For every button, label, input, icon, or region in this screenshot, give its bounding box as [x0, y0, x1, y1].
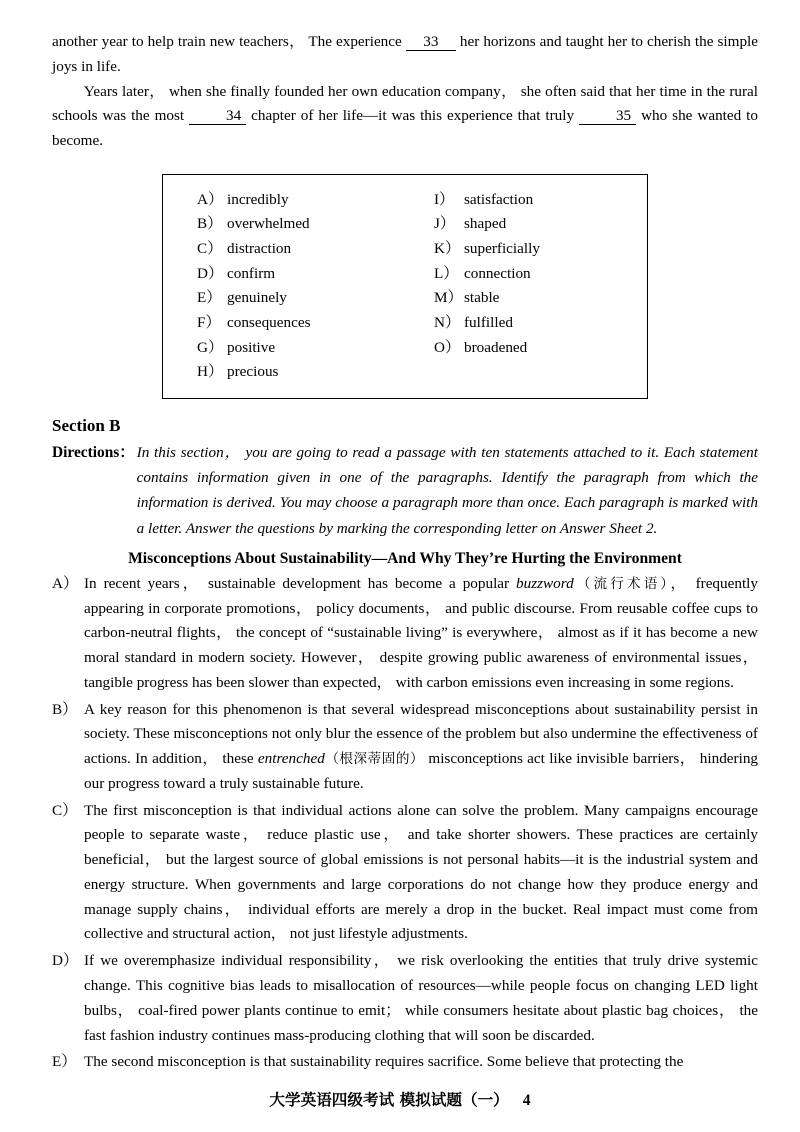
cloze-p2-comma2: ，: [500, 82, 517, 100]
option-word: incredibly: [227, 190, 289, 208]
paragraph-label: E）: [52, 1053, 77, 1071]
paragraph-a: [52, 572, 758, 696]
passage-title: Misconceptions About Sustainability—And Why They’re Hurting the Environment: [128, 549, 682, 567]
para-b-gloss-1: （根深蒂固的）: [324, 751, 425, 768]
option-word: satisfaction: [464, 190, 534, 208]
word-bank-option-j[interactable]: [434, 212, 647, 237]
page-footer: [0, 1088, 800, 1110]
option-word: consequences: [227, 313, 311, 331]
word-bank-option-b[interactable]: [197, 212, 410, 237]
cloze-p2-comma1: ，: [148, 82, 165, 100]
word-bank-option-h[interactable]: [197, 360, 410, 385]
paragraph-e: [52, 1050, 758, 1075]
option-letter: E）: [197, 289, 222, 307]
option-word: broadened: [464, 338, 528, 356]
page-content: [52, 30, 758, 1077]
word-bank-option-g[interactable]: [197, 336, 410, 361]
word-bank-option-n[interactable]: [434, 311, 647, 336]
paragraph-label: D）: [52, 952, 79, 970]
option-letter: J）: [434, 215, 456, 233]
cloze-p2-d: chapter of her life—it was this experience that truly: [246, 107, 580, 125]
cloze-p2-e: who she wanted to become.: [52, 107, 758, 150]
option-letter: K）: [434, 240, 461, 258]
paragraph-label: C）: [52, 801, 78, 819]
word-bank-right-column: [410, 188, 647, 385]
word-bank-option-e[interactable]: [197, 286, 410, 311]
word-bank-option-k[interactable]: [434, 237, 647, 262]
option-letter: I）: [434, 190, 455, 208]
footer-exam-title: 大学英语四级考试 模拟试题（一）: [269, 1091, 509, 1109]
option-letter: G）: [197, 338, 224, 356]
para-a-italic-1: buzzword: [516, 574, 574, 592]
paragraph-label: B）: [52, 700, 78, 718]
option-letter: B）: [197, 215, 223, 233]
blank-35[interactable]: 35: [579, 108, 636, 125]
word-bank-left-column: [163, 188, 410, 385]
blank-33[interactable]: 33: [406, 34, 456, 51]
word-bank-option-c[interactable]: [197, 237, 410, 262]
paragraph-text: The second misconception is that sustainability requires sacrifice. Some believe that protecting the: [84, 1053, 684, 1071]
word-bank-option-m[interactable]: [434, 286, 647, 311]
option-letter: H）: [197, 363, 224, 381]
paragraph-d: [52, 949, 758, 1048]
paragraph-label: A）: [52, 574, 79, 592]
option-word: distraction: [227, 240, 292, 258]
para-b-italic-1: entrenched: [257, 750, 325, 768]
cloze-text-2: The experience: [304, 33, 406, 50]
paragraph-text: [84, 698, 758, 797]
paragraph-text: [84, 572, 758, 696]
option-letter: D）: [197, 264, 224, 282]
para-a-gloss-1: （流行术语）: [573, 575, 671, 592]
para-b-text-1: A key reason for this phenomenon is that several widespread misconceptions about sustainability persist in society. These misconceptions not only blur the essence of the problem but also undermine the effectiveness of actions. In addition， these: [84, 700, 758, 768]
word-bank-option-a[interactable]: [197, 188, 410, 213]
cloze-continuation-paragraph: [52, 30, 758, 80]
option-word: confirm: [227, 264, 276, 282]
para-b-text-2: misconceptions act like invisible barriers， hindering our progress toward a truly sustainable future.: [84, 750, 759, 792]
word-bank-option-i[interactable]: [434, 188, 647, 213]
cloze-paragraph-2: [52, 80, 758, 154]
option-word: precious: [227, 363, 279, 381]
option-letter: M）: [434, 289, 463, 307]
directions-text: In this section， you are going to read a passage with ten statements attached to it. Each statement contains information given in one of the paragraphs. Identify the paragraph from which the information is derived. You may choose a paragraph more than once. Each paragraph is marked with a letter. Answer the questions by marking the corresponding letter on Answer Sheet 2.: [136, 443, 758, 537]
option-letter: N）: [434, 313, 461, 331]
paragraph-b: [52, 698, 758, 797]
section-b-heading: Section B: [52, 415, 121, 435]
word-bank-option-o[interactable]: [434, 336, 647, 361]
blank-34[interactable]: 34: [189, 108, 246, 125]
word-bank-option-f[interactable]: [197, 311, 410, 336]
option-word: overwhelmed: [227, 215, 310, 233]
word-bank-box: [162, 174, 648, 399]
paragraph-c: [52, 799, 758, 948]
para-a-text-2: ， frequently appearing in corporate promotions， policy documents， and public discourse. From reusable coffee cups to carbon-neutral flights， the concept of “sustainable living” is everywhere， almost as if it has become a new moral standard in modern society. However， despite growing public awareness of environmental issues， tangible progress has been slower than expected， with carbon emissions even increasing in some regions.: [84, 574, 758, 691]
word-bank-option-l[interactable]: [434, 262, 647, 287]
option-word: positive: [227, 338, 276, 356]
option-letter: F）: [197, 313, 221, 331]
option-letter: O）: [434, 338, 461, 356]
option-word: stable: [464, 289, 500, 307]
directions-block: [52, 440, 758, 541]
option-letter: L）: [434, 264, 459, 282]
option-letter: C）: [197, 240, 223, 258]
cloze-text-1: another year to help train new teachers: [52, 33, 289, 50]
option-word: shaped: [464, 215, 507, 233]
cloze-comma-1: ，: [288, 33, 305, 50]
option-word: fulfilled: [464, 313, 513, 331]
option-word: genuinely: [227, 289, 287, 307]
word-bank-option-d[interactable]: [197, 262, 410, 287]
option-word: superficially: [464, 240, 540, 258]
paragraph-text: If we overemphasize individual responsibility， we risk overlooking the entities that truly drive systemic change. This cognitive bias leads to misallocation of resources—while people focus on changing LED light bulbs， coal-fired power plants continue to emit； while consumers hesitate about plastic bag choices， the fast fashion industry continues mass-producing clothing that will soon be discarded.: [84, 952, 758, 1044]
footer-page-number: 4: [522, 1092, 531, 1109]
cloze-p2-a: Years later: [83, 82, 149, 100]
directions-label: Directions：: [52, 443, 135, 461]
paragraph-text: The first misconception is that individual actions alone can solve the problem. Many campaigns encourage people to separate waste， reduce plastic use， and take shorter showers. These practices are certainly beneficial， but the largest source of global emissions is not personal habits—it is the industrial system and energy structure. When governments and large corporations do not change how they produce energy and manage supply chains， individual efforts are merely a drop in the bucket. Real impact must come from collective and structural action， not just lifestyle adjustments.: [84, 801, 758, 943]
cloze-text-3: her horizons and taught her to cherish the simple joys in life.: [52, 33, 758, 75]
para-a-text-1: In recent years， sustainable development has become a popular: [84, 574, 517, 592]
option-letter: A）: [197, 190, 224, 208]
option-word: connection: [464, 264, 531, 282]
cloze-p2-b: when she finally founded her own education company: [164, 82, 501, 100]
cloze-p2-c: she often said that her time in the rural schools was the most: [52, 82, 758, 125]
